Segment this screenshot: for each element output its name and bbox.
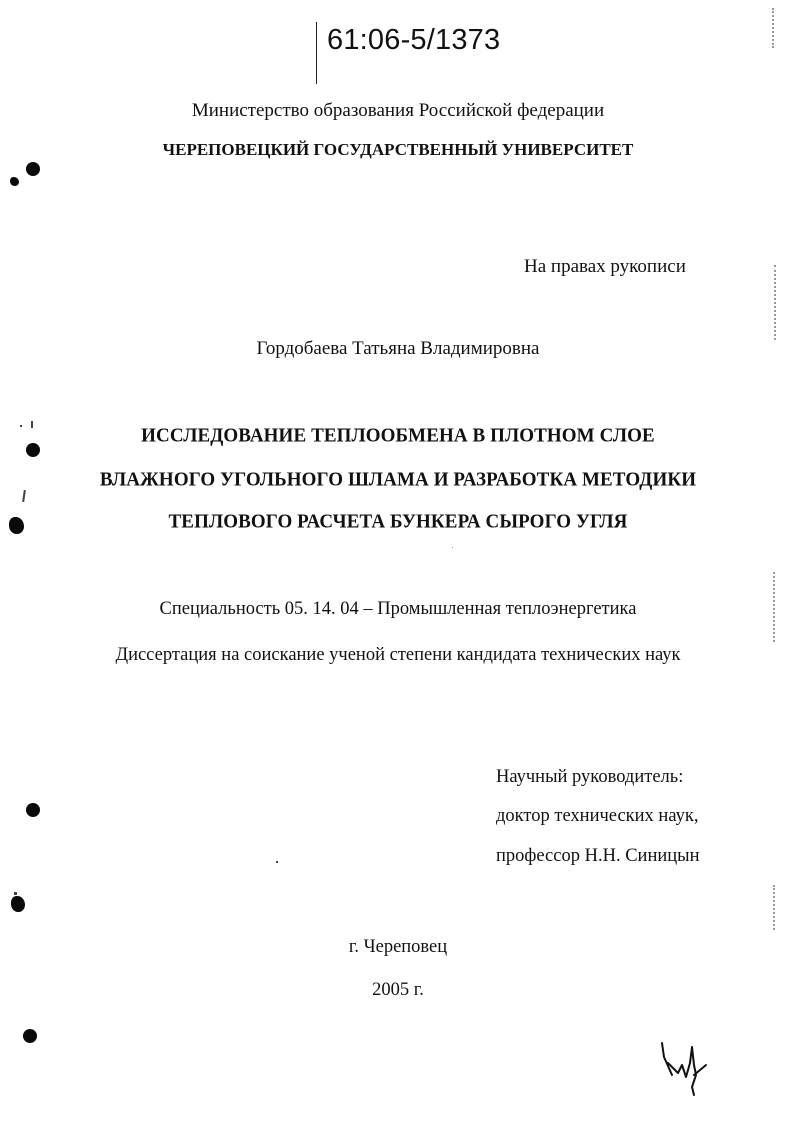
stamp-border-line: [316, 22, 317, 84]
library-stamp-code: 61:06-5/1373: [327, 24, 501, 56]
title-line-1: ИССЛЕДОВАНИЕ ТЕПЛООБМЕНА В ПЛОТНОМ СЛОЕ: [141, 424, 655, 447]
punch-hole-icon: [26, 803, 40, 817]
city: г. Череповец: [348, 937, 448, 957]
edge-scan-marks: [772, 8, 784, 48]
speck-icon: [20, 425, 22, 427]
edge-scan-marks: [773, 572, 785, 642]
speck-icon: [14, 892, 17, 895]
title-line-3: ТЕПЛОВОГО РАСЧЕТА БУНКЕРА СЫРОГО УГЛЯ: [168, 510, 628, 533]
title-line-2: ВЛАЖНОГО УГОЛЬНОГО ШЛАМА И РАЗРАБОТКА МЕТОДИКИ: [99, 468, 697, 491]
university-name: ЧЕРЕПОВЕЦКИЙ ГОСУДАРСТВЕННЫЙ УНИВЕРСИТЕТ: [162, 140, 634, 159]
speck-icon: [22, 490, 26, 502]
manuscript-note: На правах рукописи: [524, 256, 686, 277]
edge-scan-marks: [774, 265, 786, 340]
punch-hole-icon: [26, 443, 40, 457]
edge-scan-marks: [773, 885, 785, 930]
ink-blot-icon: [11, 896, 25, 912]
supervisor-name: профессор Н.Н. Синицын: [496, 846, 700, 866]
speck-icon: [452, 547, 453, 548]
degree-line: Диссертация на соискание ученой степени кандидата технических наук: [115, 645, 681, 665]
punch-hole-icon: [23, 1029, 37, 1043]
ink-blot-icon: [10, 177, 19, 186]
ink-blot-icon: [9, 517, 24, 534]
speck-icon: [276, 861, 278, 863]
year: 2005 г.: [372, 980, 424, 1000]
punch-hole-icon: [26, 162, 40, 176]
speck-icon: [31, 421, 33, 428]
ministry-name: Министерство образования Российской федерации: [191, 100, 605, 121]
supervisor-label: Научный руководитель:: [496, 767, 684, 787]
specialty-line: Специальность 05. 14. 04 – Промышленная теплоэнергетика: [159, 599, 637, 619]
signature-icon: [650, 1035, 720, 1100]
supervisor-degree: доктор технических наук,: [496, 806, 699, 826]
author-name: Гордобаева Татьяна Владимировна: [256, 338, 540, 359]
